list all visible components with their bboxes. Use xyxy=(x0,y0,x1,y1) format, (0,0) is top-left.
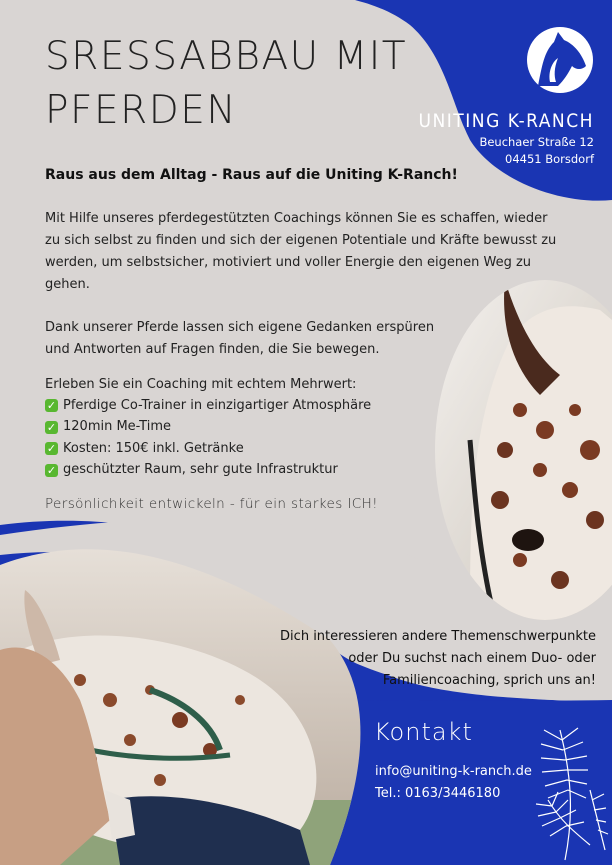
checkmark-icon: ✓ xyxy=(46,399,57,413)
page-title xyxy=(45,30,445,138)
slogan: Persönlichkeit entwickeln - für ein starkes ICH! xyxy=(45,496,378,512)
brand-name: UNITING K-RANCH xyxy=(418,110,594,132)
other-topics-line-3: Familiencoaching, sprich uns an! xyxy=(382,673,596,688)
other-topics-text xyxy=(266,626,596,692)
list-item xyxy=(45,438,565,460)
list-item xyxy=(45,417,565,439)
title-line-2: PFERDEN xyxy=(45,88,238,133)
horse-logo xyxy=(527,27,593,93)
other-topics-line-2: oder Du suchst nach einem Duo- oder xyxy=(348,651,596,666)
other-topics-line-1: Dich interessieren andere Themenschwerpunkte xyxy=(280,629,596,644)
contact-email-link[interactable]: info@uniting-k-ranch.de xyxy=(375,764,532,779)
benefit-text: Kosten: 150€ inkl. Getränke xyxy=(63,440,244,456)
brand-street: Beuchaer Straße 12 xyxy=(479,135,594,149)
subtitle: Raus aus dem Alltag - Raus auf die Uniting K-Ranch! xyxy=(45,167,458,183)
benefits-list xyxy=(45,395,565,481)
paragraph-2: Dank unserer Pferde lassen sich eigene Gedanken erspüren und Antworten auf Fragen finden, die Sie bewegen. xyxy=(45,320,435,357)
benefit-text: Pferdige Co-Trainer in einzigartiger Atmosphäre xyxy=(63,397,372,413)
benefits-intro: Erleben Sie ein Coaching mit echtem Mehrwert: xyxy=(45,377,357,392)
benefit-text: 120min Me-Time xyxy=(63,419,171,435)
title-line-1: SRESSABBAU MIT xyxy=(45,34,408,79)
paragraph-1: Mit Hilfe unseres pferdegestützten Coachings können Sie es schaffen, wieder zu sich selbst zu finden und sich der eigenen Potentiale und Kräfte bewusst zu werden, um selbstsicher, motiviert und voller Energie den eigenen Weg zu gehen. xyxy=(45,211,557,292)
contact-phone: Tel.: 0163/3446180 xyxy=(375,786,501,801)
checkmark-icon: ✓ xyxy=(46,442,57,456)
contact-title: Kontakt xyxy=(374,718,473,746)
list-item xyxy=(45,395,565,417)
checkmark-icon: ✓ xyxy=(46,463,57,477)
list-item xyxy=(45,460,565,482)
checkmark-icon: ✓ xyxy=(46,420,57,434)
benefit-text: geschützter Raum, sehr gute Infrastruktur xyxy=(63,462,338,478)
brand-city: 04451 Borsdorf xyxy=(505,152,594,166)
brand-block xyxy=(418,110,594,168)
